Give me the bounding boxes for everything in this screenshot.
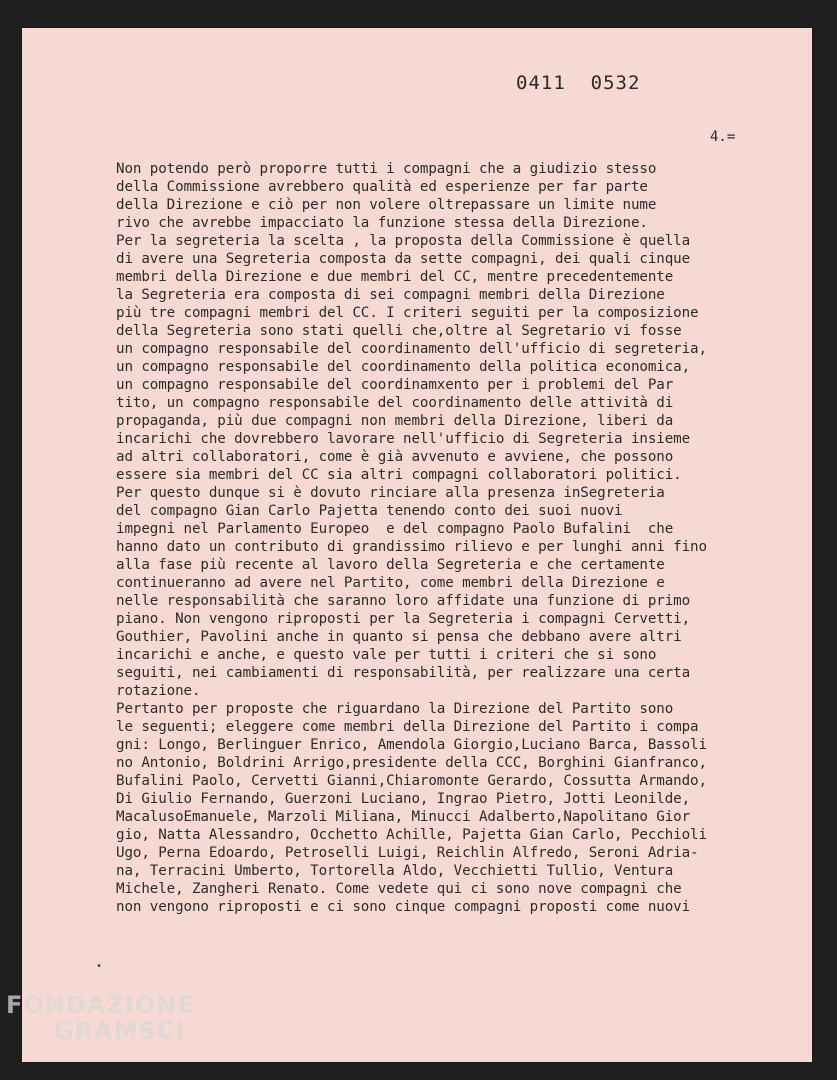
text-line: della Segreteria sono stati quelli che,oltre al Segretario vi fosse [116,323,682,339]
watermark-line-1: FONDAZIONE [6,991,195,1019]
text-line: le seguenti; eleggere come membri della Direzione del Partito i compa [116,719,699,735]
text-line: piano. Non vengono riproposti per la Segreteria i compagni Cervetti, [116,611,691,627]
text-line: propaganda, più due compagni non membri della Direzione, liberi da [116,413,674,429]
text-line: un compagno responsabile del coordinamxento per i problemi del Par [116,377,674,393]
text-line: Michele, Zangheri Renato. Come vedete qui ci sono nove compagni che [116,881,682,897]
text-line: continueranno ad avere nel Partito, come membri della Direzione e [116,575,665,591]
text-line: rotazione. [116,683,201,699]
text-line: incarichi e anche, e questo vale per tutti i criteri che si sono [116,647,657,663]
text-line: alla fase più recente al lavoro della Segreteria e che certamente [116,557,665,573]
margin-mark: • [96,961,103,972]
text-line: no Antonio, Boldrini Arrigo,presidente della CCC, Borghini Gianfranco, [116,755,707,771]
document-body [116,160,806,916]
text-line: Ugo, Perna Edoardo, Petroselli Luigi, Reichlin Alfredo, Seroni Adria- [116,845,699,861]
text-line: ad altri collaboratori, come è già avvenuto e avviene, che possono [116,449,674,465]
text-line: Per questo dunque si è dovuto rinciare alla presenza inSegreteria [116,485,665,501]
text-line: di avere una Segreteria composta da sette compagni, dei quali cinque [116,251,691,267]
document-number: 0411 0532 [516,72,641,94]
typewritten-page [22,28,812,1062]
text-line: rivo che avrebbe impacciato la funzione stessa della Direzione. [116,215,648,231]
text-line: incarichi che dovrebbero lavorare nell'ufficio di Segreteria insieme [116,431,691,447]
text-line: MacalusoEmanuele, Marzoli Miliana, Minucci Adalberto,Napolitano Gior [116,809,691,825]
text-line: Gouthier, Pavolini anche in quanto si pensa che debbano avere altri [116,629,682,645]
text-line: della Direzione e ciò per non volere oltrepassare un limite nume [116,197,657,213]
text-line: Per la segreteria la scelta , la proposta della Commissione è quella [116,233,691,249]
text-line: non vengono riproposti e ci sono cinque compagni proposti come nuovi [116,899,691,915]
page-number: 4.= [710,129,736,145]
text-line: seguiti, nei cambiamenti di responsabilità, per realizzare una certa [116,665,691,681]
text-line: hanno dato un contributo di grandissimo rilievo e per lunghi anni fino [116,539,707,555]
text-line: Di Giulio Fernando, Guerzoni Luciano, Ingrao Pietro, Jotti Leonilde, [116,791,691,807]
text-line: un compagno responsabile del coordinamento della politica economica, [116,359,691,375]
text-line: più tre compagni membri del CC. I criteri seguiti per la composizione [116,305,699,321]
text-line: della Commissione avrebbero qualità ed esperienze per far parte [116,179,648,195]
text-line: Pertanto per proposte che riguardano la Direzione del Partito sono [116,701,674,717]
text-line: na, Terracini Umberto, Tortorella Aldo, Vecchietti Tullio, Ventura [116,863,674,879]
watermark-line-2: GRAMSCI [54,1017,186,1045]
text-line: membri della Direzione e due membri del CC, mentre precedentemente [116,269,674,285]
text-line: essere sia membri del CC sia altri compagni collaboratori politici. [116,467,682,483]
text-line: gni: Longo, Berlinguer Enrico, Amendola Giorgio,Luciano Barca, Bassoli [116,737,707,753]
text-line: tito, un compagno responsabile del coordinamento delle attività di [116,395,674,411]
text-line: Non potendo però proporre tutti i compagni che a giudizio stesso [116,161,657,177]
text-line: nelle responsabilità che saranno loro affidate una funzione di primo [116,593,691,609]
text-line: un compagno responsabile del coordinamento dell'ufficio di segreteria, [116,341,707,357]
fondazione-gramsci-watermark [6,992,195,1044]
text-line: la Segreteria era composta di sei compagni membri della Direzione [116,287,665,303]
text-line: gio, Natta Alessandro, Occhetto Achille, Pajetta Gian Carlo, Pecchioli [116,827,707,843]
text-line: impegni nel Parlamento Europeo e del compagno Paolo Bufalini che [116,521,674,537]
text-line: Bufalini Paolo, Cervetti Gianni,Chiaromonte Gerardo, Cossutta Armando, [116,773,707,789]
text-line: del compagno Gian Carlo Pajetta tenendo conto dei suoi nuovi [116,503,623,519]
